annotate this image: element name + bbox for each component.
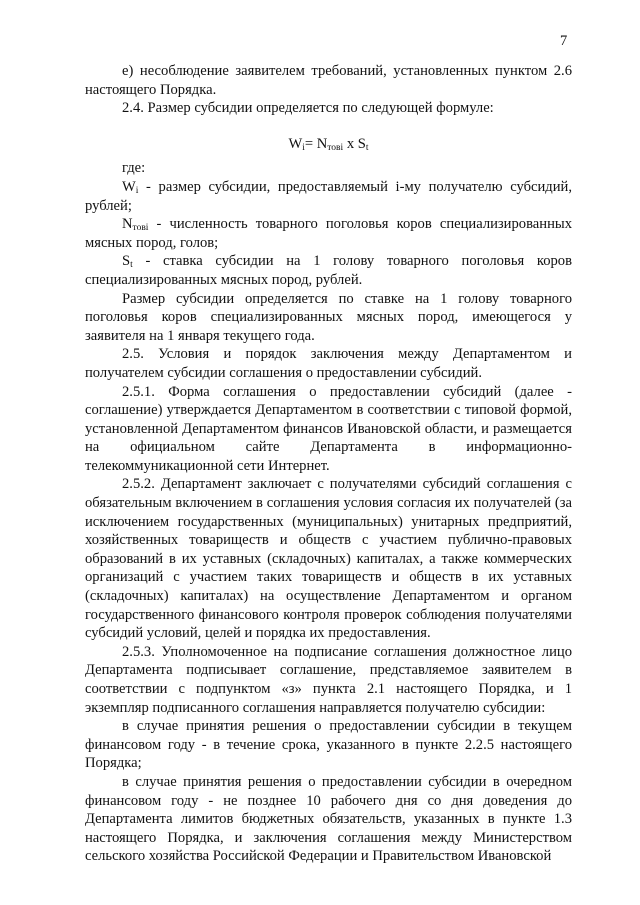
paragraph-2-4: 2.4. Размер субсидии определяется по следующей формуле: <box>122 100 494 117</box>
def-s-symbol: S <box>122 253 131 270</box>
formula-s-sub: t <box>365 142 369 153</box>
def-s-sub: t <box>130 260 133 271</box>
paragraph-size: Размер субсидии определяется по ставке на 1 голову товарного поголовья коров специализированных мясных пород, имеющегося у заявителя на 1 января текущего года. <box>85 290 572 344</box>
where-label: где: <box>122 160 146 177</box>
formula-x: x S <box>343 135 366 152</box>
def-s-text: - ставка субсидии на 1 голову товарного поголовья коров специализированных мясных пород, рублей. <box>85 253 572 288</box>
formula-w-sub: i <box>302 142 305 153</box>
def-n-sub: товi <box>132 223 149 234</box>
definition-w <box>85 178 572 215</box>
formula-w: W <box>288 135 303 152</box>
paragraph-case-next-year: в случае принятия решения о предоставлении субсидии в очередном финансовом году - не позднее 10 рабочего дня со дня доведения до Департамента лимитов бюджетных обязательств, указанных в пункте 1.3 настоящего Порядка, и заключения соглашения между Министерством сельского хозяйства Российской Федерации и Правительством Ивановской <box>85 773 572 865</box>
def-w-symbol: W <box>122 178 136 195</box>
paragraph-case-current-year: в случае принятия решения о предоставлении субсидии в текущем финансовом году - в течение срока, указанного в пункте 2.2.5 настоящего Порядка; <box>85 718 572 772</box>
definition-n <box>85 215 572 252</box>
paragraph-2-5-1: 2.5.1. Форма соглашения о предоставлении субсидий (далее - соглашение) утверждается Департаментом в соответствии с типовой формой, установленной Департаментом финансов Ивановской области, и размещается на официальном сайте Департамента в информационно-телекоммуникационной сети Интернет. <box>85 383 572 474</box>
paragraph-2-5-2: 2.5.2. Департамент заключает с получателями субсидий соглашения с обязательным включением в соглашения условия согласия их получателей (за исключением государственных (муниципальных) унитарных предприятий, хозяйственных товариществ и обществ с участием публично-правовых образований в их уставных (складочных) капиталах, а также коммерческих организаций с участием таких товариществ и обществ в их уставных (складочных) капиталах) на осуществление Департаментом и органом государственного финансового контроля проверок соблюдения получателями субсидий условий, целей и порядка их предоставления. <box>85 476 572 642</box>
def-n-symbol: N <box>122 216 133 233</box>
def-w-text: - размер субсидии, предоставляемый i-му получателю субсидий, рублей; <box>85 178 572 214</box>
definition-s <box>85 252 572 289</box>
paragraph-2-5-3: 2.5.3. Уполномоченное на подписание соглашения должностное лицо Департамента подписывает соглашение, представляемое заявителем в соответствии с подпунктом «з» пункта 2.1 настоящего Порядка, и 1 экземпляр подписанного соглашения направляется получателю субсидии: <box>85 643 572 716</box>
paragraph-e: е) несоблюдение заявителем требований, установленных пунктом 2.6 настоящего Порядка. <box>85 63 572 98</box>
def-w-sub: i <box>135 185 139 196</box>
formula-n-sub: товi <box>327 142 344 153</box>
formula-eq: = N <box>304 135 328 152</box>
paragraph-2-5: 2.5. Условия и порядок заключения между Департаментом и получателем субсидии соглашения о предоставлении субсидий. <box>85 346 572 381</box>
page-number: 7 <box>560 33 568 49</box>
def-n-text: - численность товарного поголовья коров специализированных мясных пород, голов; <box>85 216 572 251</box>
document-body <box>85 62 572 866</box>
subsidy-formula <box>85 135 572 154</box>
